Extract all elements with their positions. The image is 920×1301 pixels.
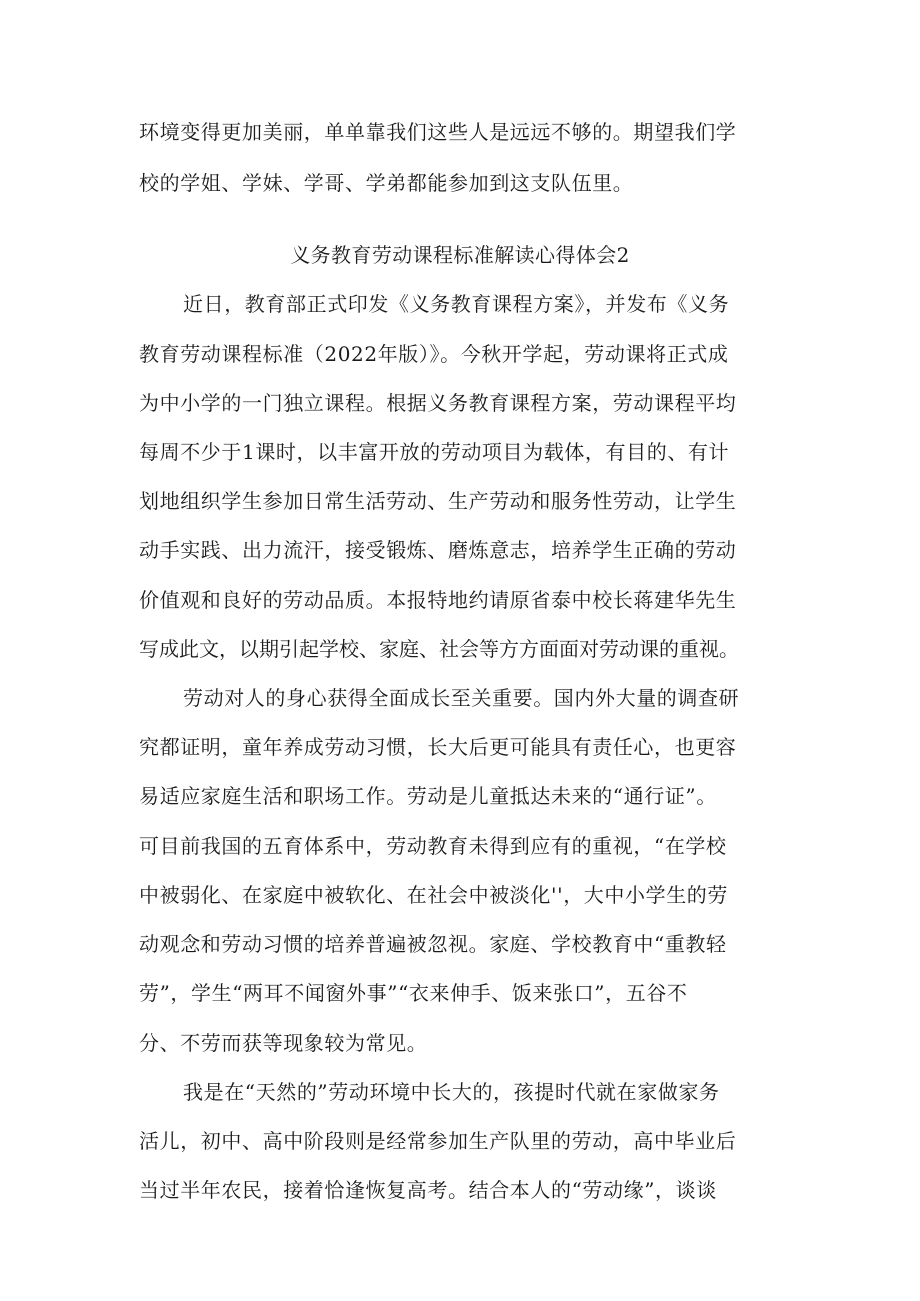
text-line: 活儿，初中、高中阶段则是经常参加生产队里的劳动，高中毕业后 (139, 1129, 737, 1153)
text-line: 价值观和良好的劳动品质。本报特地约请原省泰中校长蒋建华先生 (139, 588, 737, 612)
text-line: 中被弱化、在家庭中被软化、在社会中被淡化''，大中小学生的劳 (139, 883, 728, 907)
text-line: 易适应家庭生活和职场工作。劳动是儿童抵达未来的“通行证”。 (139, 784, 717, 808)
text-line: 为中小学的一门独立课程。根据义务教育课程方案，劳动课程平均 (139, 391, 737, 415)
text-line: 每周不少于1课时，以丰富开放的劳动项目为载体，有目的、有计 (139, 440, 730, 464)
text-line: 环境变得更加美丽，单单靠我们这些人是远远不够的。期望我们学 (139, 120, 737, 144)
text-line: 动手实践、出力流汗，接受锻炼、磨炼意志，培养学生正确的劳动 (139, 538, 737, 562)
text-line: 近日，教育部正式印发《义务教育课程方案》，并发布《义务 (183, 292, 730, 316)
text-line: 教育劳动课程标准（2022年版）》。今秋开学起，劳动课将正式成 (139, 342, 729, 366)
text-line: 劳”，学生“两耳不闻窗外事”“衣来伸手、饭来张口”，五谷不 (139, 981, 688, 1005)
document-title: 义务教育劳动课程标准解读心得体会2 (290, 243, 630, 267)
text-line: 写成此文，以期引起学校、家庭、社会等方方面面对劳动课的重视。 (139, 637, 739, 661)
text-line: 劳动对人的身心获得全面成长至关重要。国内外大量的调查研 (183, 686, 740, 710)
text-line: 分、不劳而获等现象较为常见。 (139, 1031, 428, 1055)
text-line: 校的学姐、学妹、学哥、学弟都能参加到这支队伍里。 (139, 171, 634, 195)
text-line: 划地组织学生参加日常生活劳动、生产劳动和服务性劳动，让学生 (139, 489, 737, 513)
text-line: 究都证明，童年养成劳动习惯，长大后更可能具有责任心，也更容 (139, 735, 737, 759)
text-line: 可目前我国的五育体系中，劳动教育未得到应有的重视，“在学校 (139, 834, 727, 858)
text-line: 我是在“天然的”劳动环境中长大的，孩提时代就在家做家务 (183, 1080, 720, 1104)
text-line: 动观念和劳动习惯的培养普遍被忽视。家庭、学校教育中“重教轻 (139, 932, 727, 956)
text-line: 当过半年农民，接着恰逢恢复高考。结合本人的“劳动缘”，谈谈 (139, 1178, 717, 1202)
